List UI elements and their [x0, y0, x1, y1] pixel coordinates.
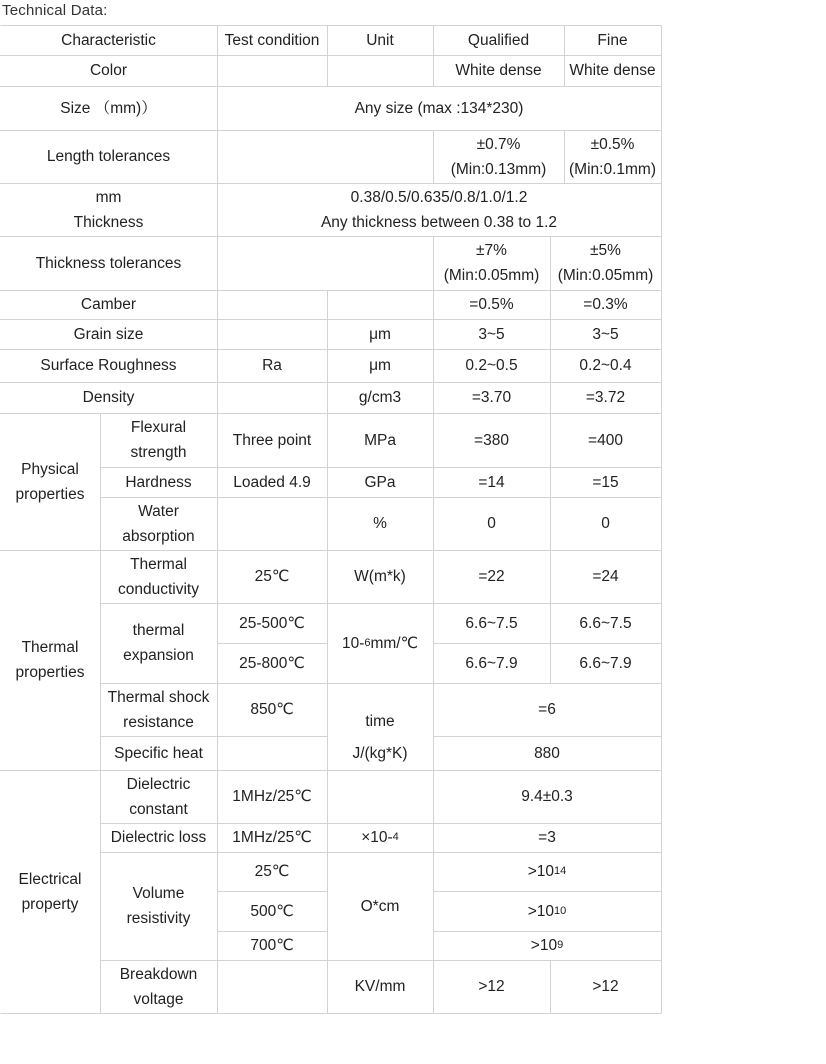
volume-value-500-exponent: 10	[554, 904, 567, 917]
dielectric-const-line1: Dielectric	[126, 775, 191, 793]
thermal-conductivity-label	[100, 550, 217, 603]
thermal-shock-value: =6	[538, 701, 556, 718]
expansion-condition-b: 25-800℃	[239, 654, 305, 672]
shock-label-line1: Thermal shock	[107, 688, 210, 706]
length-tol-fine-pct: ±0.5%	[590, 135, 635, 153]
surface-roughness-condition: Ra	[262, 357, 282, 374]
specific-heat-value: 880	[534, 744, 560, 762]
water-absorption-unit: %	[373, 515, 387, 532]
camber-label: Camber	[80, 296, 137, 313]
physical-properties-group	[0, 413, 100, 550]
hardness-fine: =15	[592, 473, 619, 491]
water-absorption-fine: 0	[601, 515, 610, 532]
dielectric-const-line2: constant	[129, 800, 188, 818]
grain-size-unit: μm	[369, 325, 391, 343]
surface-roughness-label: Surface Roughness	[40, 357, 177, 374]
volume-value-25	[433, 852, 661, 891]
expansion-unit-prefix: 10-	[341, 634, 365, 652]
expansion-qualified-a: 6.6~7.5	[465, 614, 518, 632]
volume-resistivity-unit: O*cm	[360, 897, 400, 915]
volume-value-500	[433, 891, 661, 931]
thermal-conductivity-fine: =24	[592, 568, 619, 585]
breakdown-voltage-fine: >12	[592, 978, 619, 995]
flexural-label-line2: strength	[130, 444, 187, 461]
length-tol-qualified-pct: ±0.7%	[476, 135, 521, 153]
thickness-tolerances-fine	[550, 236, 661, 290]
page-heading: Technical Data:	[2, 2, 108, 19]
expansion-fine-b: 6.6~7.9	[579, 654, 632, 672]
header-test-condition: Test condition	[224, 31, 320, 49]
flexural-strength-label	[100, 413, 217, 467]
volume-condition-25: 25℃	[254, 863, 290, 880]
surface-roughness-unit: μm	[369, 357, 391, 374]
thickness-tol-fine-min: (Min:0.05mm)	[557, 267, 654, 284]
conductivity-label-line1: Thermal	[130, 555, 187, 573]
density-unit: g/cm3	[358, 389, 402, 406]
physical-group-line1: Physical	[21, 460, 79, 478]
thickness-label	[0, 183, 217, 236]
thickness-name-label: Thickness	[73, 213, 144, 231]
grain-size-qualified: 3~5	[478, 325, 505, 343]
density-fine: =3.72	[585, 389, 626, 406]
dielectric-constant-condition: 1MHz/25℃	[232, 788, 312, 805]
physical-group-line2: properties	[15, 485, 85, 503]
dielectric-loss-value: =3	[538, 829, 556, 846]
thermal-conductivity-condition: 25℃	[254, 568, 290, 585]
expansion-label-line1: thermal	[132, 622, 185, 639]
grain-size-label: Grain size	[73, 325, 144, 343]
dielectric-constant-value: 9.4±0.3	[521, 788, 573, 805]
thermal-shock-label	[100, 683, 217, 736]
breakdown-voltage-label	[100, 960, 217, 1013]
thermal-conductivity-unit: W(m*k)	[354, 568, 406, 585]
expansion-qualified-b: 6.6~7.9	[465, 654, 518, 672]
thermal-properties-group	[0, 550, 100, 770]
flexural-fine: =400	[588, 431, 623, 449]
volume-label-line2: resistivity	[126, 910, 191, 927]
density-label: Density	[82, 389, 135, 406]
thermal-group-line1: Thermal	[21, 639, 79, 656]
expansion-unit-suffix: mm/℃	[370, 634, 419, 652]
volume-value-500-base: >10	[527, 902, 555, 920]
size-label: Size （mm)）	[60, 99, 157, 117]
surface-roughness-fine: 0.2~0.4	[579, 357, 632, 374]
header-characteristic: Characteristic	[61, 31, 156, 49]
thermal-group-line2: properties	[15, 664, 85, 681]
expansion-unit-exponent: 6	[364, 636, 371, 649]
expansion-fine-a: 6.6~7.5	[579, 614, 632, 632]
thickness-tol-qualified-min: (Min:0.05mm)	[443, 267, 540, 284]
hardness-label: Hardness	[125, 473, 192, 491]
dielectric-loss-unit-prefix: ×10-	[361, 829, 393, 846]
expansion-label-line2: expansion	[123, 647, 194, 664]
flexural-label-line1: Flexural	[130, 419, 187, 436]
breakdown-voltage-qualified: >12	[478, 978, 505, 995]
hardness-unit: GPa	[364, 473, 396, 491]
volume-value-700-base: >10	[530, 937, 558, 954]
thickness-tol-fine-pct: ±5%	[590, 242, 621, 259]
volume-condition-500: 500℃	[250, 902, 294, 920]
water-label-line1: Water	[138, 502, 179, 520]
breakdown-label-line2: voltage	[133, 990, 184, 1008]
thickness-tolerances-qualified	[433, 236, 550, 290]
volume-label-line1: Volume	[132, 885, 185, 902]
surface-roughness-qualified: 0.2~0.5	[465, 357, 518, 374]
dielectric-loss-condition: 1MHz/25℃	[232, 829, 312, 846]
volume-value-700	[433, 931, 661, 960]
water-absorption-qualified: 0	[487, 515, 496, 532]
expansion-condition-a: 25-500℃	[239, 614, 305, 632]
specific-heat-label: Specific heat	[114, 744, 203, 762]
color-fine: White dense	[569, 62, 656, 79]
color-label: Color	[89, 62, 128, 79]
length-tol-fine-min: (Min:0.1mm)	[569, 160, 656, 178]
thickness-tolerances-label: Thickness tolerances	[35, 254, 182, 272]
volume-resistivity-label	[100, 852, 217, 960]
header-qualified: Qualified	[467, 31, 530, 49]
thickness-value	[217, 183, 661, 236]
electrical-group-line2: property	[21, 895, 79, 913]
dielectric-loss-unit	[327, 823, 433, 852]
header-fine: Fine	[597, 31, 628, 49]
length-tolerances-fine	[564, 130, 661, 183]
length-tolerances-label: Length tolerances	[46, 148, 171, 165]
dielectric-constant-label	[100, 770, 217, 823]
header-unit: Unit	[366, 31, 394, 49]
hardness-condition: Loaded 4.9	[233, 473, 311, 491]
water-label-line2: absorption	[122, 527, 195, 545]
thermal-conductivity-qualified: =22	[478, 568, 505, 585]
camber-fine: =0.3%	[583, 296, 628, 313]
technical-data-table	[0, 25, 826, 1025]
volume-value-25-exponent: 14	[554, 865, 567, 877]
length-tolerances-qualified	[433, 130, 564, 183]
thermal-expansion-label	[100, 603, 217, 683]
thickness-range: Any thickness between 0.38 to 1.2	[320, 213, 558, 231]
length-tol-qualified-min: (Min:0.13mm)	[450, 160, 547, 178]
volume-value-25-base: >10	[527, 863, 555, 880]
volume-value-700-exponent: 9	[557, 939, 564, 951]
volume-condition-700: 700℃	[250, 937, 294, 954]
electrical-property-group	[0, 770, 100, 1013]
dielectric-loss-label: Dielectric loss	[110, 829, 207, 846]
thickness-options: 0.38/0.5/0.635/0.8/1.0/1.2	[350, 188, 528, 206]
breakdown-label-line1: Breakdown	[119, 965, 198, 983]
hardness-qualified: =14	[478, 473, 505, 491]
water-absorption-label	[100, 497, 217, 550]
thickness-unit-label: mm	[95, 188, 122, 206]
electrical-group-line1: Electrical	[18, 870, 82, 888]
density-qualified: =3.70	[471, 389, 512, 406]
flexural-qualified: =380	[474, 431, 509, 449]
specific-heat-unit: J/(kg*K)	[352, 744, 408, 762]
camber-qualified: =0.5%	[469, 296, 514, 313]
dielectric-loss-unit-exponent: 4	[392, 831, 399, 843]
flexural-unit: MPa	[364, 431, 396, 449]
expansion-unit	[327, 603, 433, 683]
grain-size-fine: 3~5	[592, 325, 619, 343]
thickness-tol-qualified-pct: ±7%	[476, 242, 507, 259]
breakdown-voltage-unit: KV/mm	[354, 978, 406, 995]
shock-label-line2: resistance	[123, 713, 194, 731]
color-qualified: White dense	[455, 62, 542, 79]
conductivity-label-line2: conductivity	[118, 580, 199, 598]
size-value: Any size (max :134*230)	[354, 99, 524, 117]
thermal-shock-unit: time	[365, 713, 395, 730]
thermal-shock-condition: 850℃	[250, 701, 294, 718]
flexural-condition: Three point	[232, 431, 312, 449]
